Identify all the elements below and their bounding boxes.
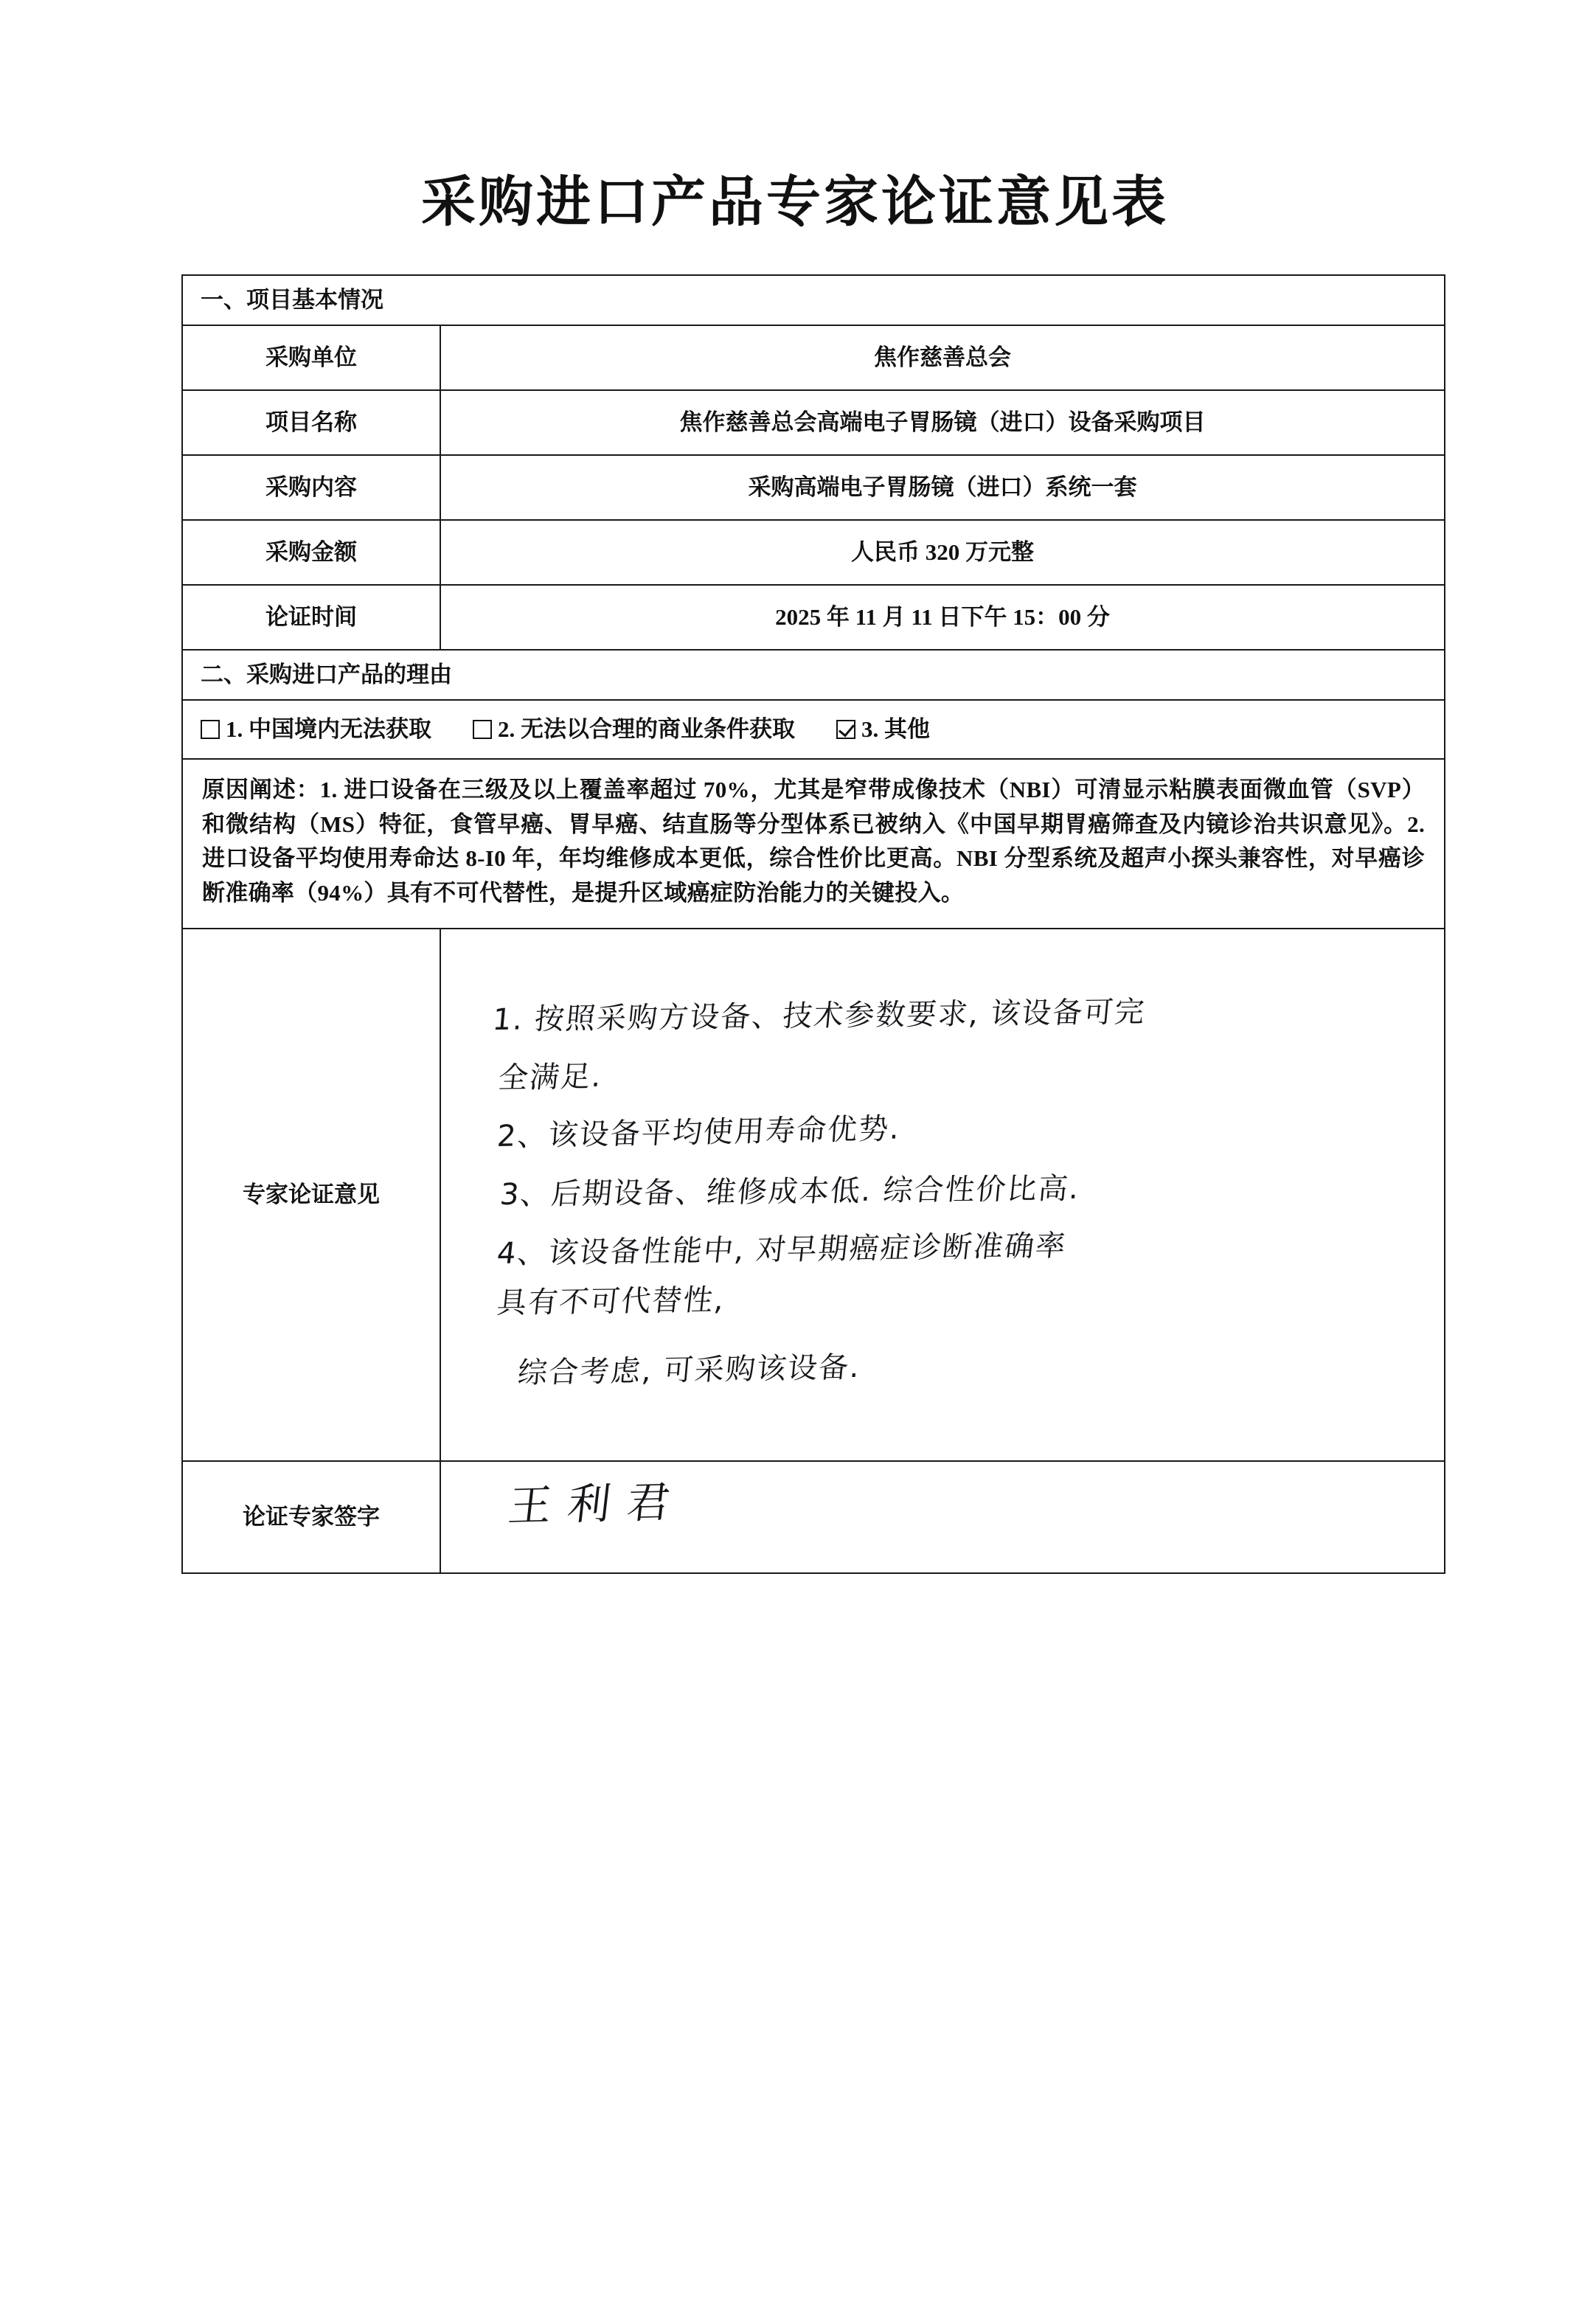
handwritten-line: 综合考虑, 可采购该设备. [516,1350,863,1390]
table-row [182,520,1445,585]
signature-row [182,1461,1445,1573]
section-basic-info-heading: 一、项目基本情况 [182,275,1445,325]
statement-row [182,759,1445,929]
signature-label: 论证专家签字 [182,1461,440,1573]
field-label-purchaser: 采购单位 [182,325,440,390]
expert-opinion-label: 专家论证意见 [182,929,440,1461]
signature-area [440,1461,1445,1573]
field-value-amount: 人民币 320 万元整 [440,520,1445,585]
handwritten-line: 全满足. [496,1059,605,1096]
checkbox-checked-icon[interactable] [836,720,855,739]
table-row [182,455,1445,520]
field-label-amount: 采购金额 [182,520,440,585]
table-row [182,390,1445,455]
section-reason-heading: 二、采购进口产品的理由 [182,650,1445,700]
field-value-project-name: 焦作慈善总会高端电子胃肠镜（进口）设备采购项目 [440,390,1445,455]
checkbox-label-2: 2. 无法以合理的商业条件获取 [498,715,795,742]
checkbox-option-1[interactable] [201,712,431,747]
expert-signature: 王利君 [505,1476,690,1532]
checkbox-empty-icon[interactable] [201,720,220,739]
section-reason-row [182,650,1445,700]
field-value-purchaser: 焦作慈善总会 [440,325,1445,390]
expert-review-form [181,274,1445,1574]
reason-statement-text: 原因阐述：1. 进口设备在三级及以上覆盖率超过 70%，尤其是窄带成像技术（NBI）可清显示粘膜表面微血管（SVP）和微结构（MS）特征，食管早癌、胃早癌、结直肠等分型体系已被纳入《中国早期胃癌筛查及内镜诊治共识意见》。2. 进口设备平均使用寿命达 8-I0 年，年均维修成本更低，综合性价比更高。NBI 分型系统及超声小探头兼容性，对早癌诊断准确率（94%）具有不可代替性，是提升区域癌症防治能力的关键投入。 [182,759,1445,929]
page-title: 采购进口产品专家论证意见表 [421,173,1169,233]
table-row [182,585,1445,650]
field-label-purchase-content: 采购内容 [182,455,440,520]
checkbox-option-2[interactable] [473,712,795,747]
handwritten-line: 3、后期设备、维修成本低. 综合性价比高. [498,1172,1082,1213]
table-row [182,325,1445,390]
handwritten-line: 4、该设备性能中, 对早期癌症诊断准确率 [495,1228,1069,1271]
expert-opinion-row [182,929,1445,1461]
checkbox-row [182,700,1445,759]
handwritten-line: 具有不可代替性, [495,1283,727,1320]
handwritten-line: 2、该设备平均使用寿命优势. [496,1111,902,1154]
field-label-review-time: 论证时间 [182,585,440,650]
checkbox-option-3[interactable] [836,712,930,747]
handwritten-opinion [441,977,1444,1392]
checkbox-label-1: 1. 中国境内无法获取 [226,715,431,742]
checkbox-empty-icon[interactable] [473,720,492,739]
field-value-purchase-content: 采购高端电子胃肠镜（进口）系统一套 [440,455,1445,520]
field-label-project-name: 项目名称 [182,390,440,455]
reason-checkbox-group [182,700,1445,759]
handwritten-line: 1. 按照采购方设备、技术参数要求, 该设备可完 [490,995,1148,1037]
field-value-review-time: 2025 年 11 月 11 日下午 15：00 分 [440,585,1445,650]
section-basic-info-row [182,275,1445,325]
expert-opinion-area [440,929,1445,1461]
checkbox-label-3: 3. 其他 [861,715,930,742]
